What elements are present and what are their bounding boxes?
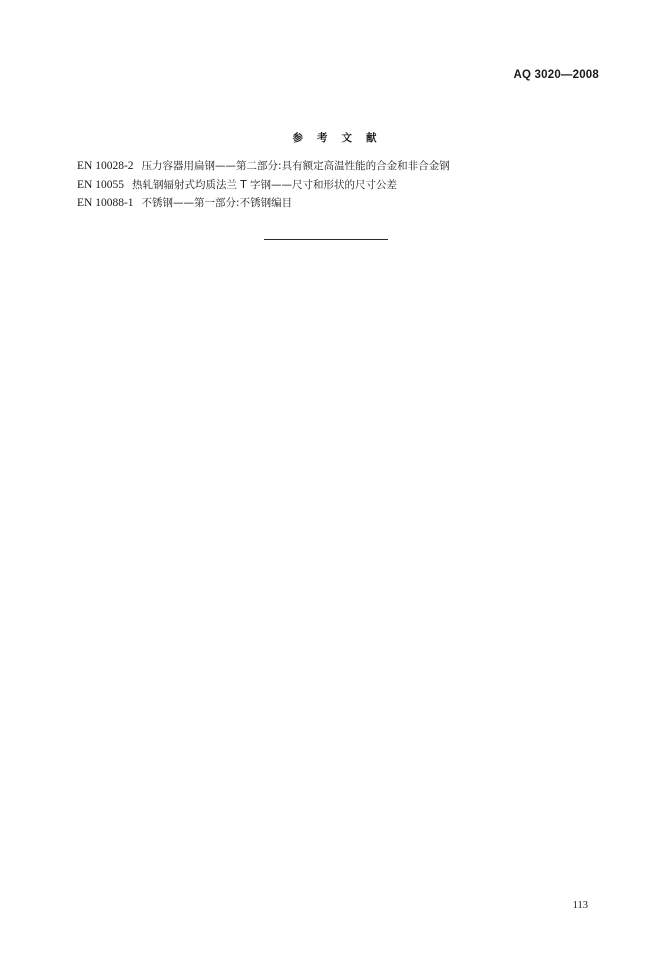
section-title: 参考文献 <box>292 132 391 144</box>
reference-text: 不锈钢——第一部分:不锈钢编目 <box>141 197 293 209</box>
reference-item <box>77 176 617 195</box>
reference-text: 热轧钢辐射式均质法兰 T 字钢——尺寸和形状的尺寸公差 <box>131 178 398 191</box>
standard-code: AQ 3020—2008 <box>513 69 599 81</box>
reference-code: EN 10055 <box>77 178 124 191</box>
reference-code: EN 10088-1 <box>77 197 134 209</box>
reference-list <box>77 157 617 213</box>
reference-code: EN 10028-2 <box>77 160 134 172</box>
end-divider <box>264 239 388 240</box>
reference-text: 压力容器用扁钢——第二部分:具有额定高温性能的合金和非合金钢 <box>141 160 450 172</box>
reference-item <box>77 194 617 213</box>
page-number: 113 <box>572 900 588 911</box>
reference-item <box>77 157 617 176</box>
